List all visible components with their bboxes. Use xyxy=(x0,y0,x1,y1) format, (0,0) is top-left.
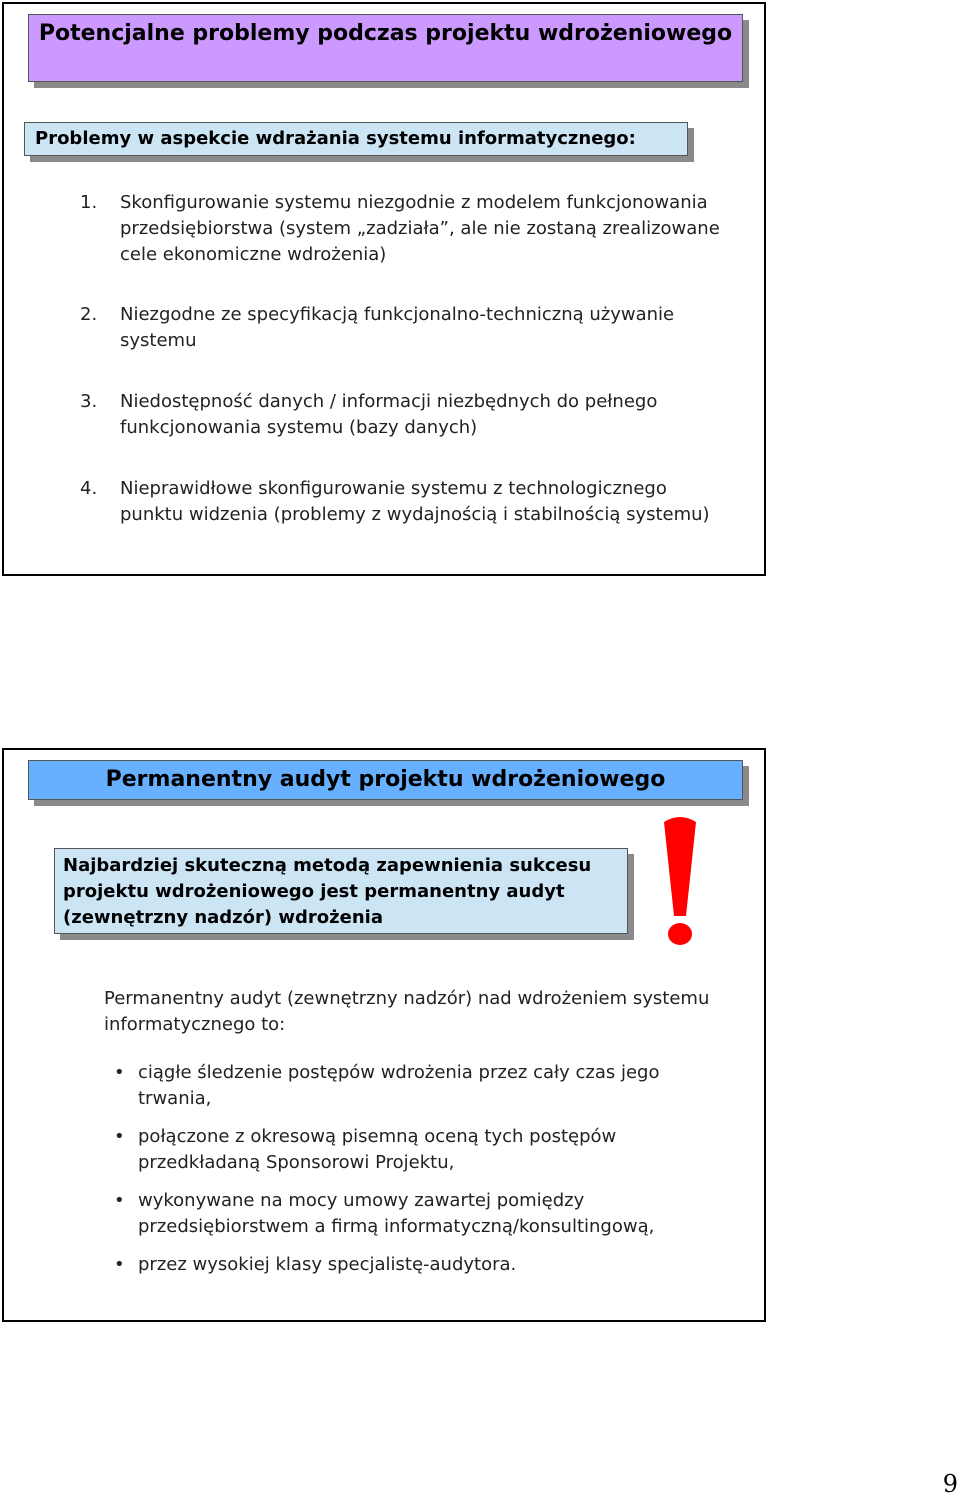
item-text: połączone z okresową pisemną oceną tych postępów przedkładaną Sponsorowi Projektu, xyxy=(138,1126,617,1173)
exclamation-icon xyxy=(660,816,700,952)
item-text: Niedostępność danych / informacji niezbędnych do pełnego funkcjonowania systemu (bazy danych) xyxy=(120,391,658,438)
list-item xyxy=(114,1188,734,1240)
slide-audit xyxy=(2,748,766,1322)
item-number: 1. xyxy=(80,192,98,213)
list-item xyxy=(80,389,720,441)
list-item xyxy=(114,1124,734,1176)
item-text: przez wysokiej klasy specjalistę-audytora. xyxy=(138,1254,517,1275)
problems-list xyxy=(80,190,720,528)
item-text: Nieprawidłowe skonfigurowanie systemu z technologicznego punktu widzenia (problemy z wydajnością i stabilnością systemu) xyxy=(120,478,710,525)
item-text: wykonywane na mocy umowy zawartej pomiędzy przedsiębiorstwem a firmą informatyczną/konsultingową, xyxy=(138,1190,655,1237)
item-number: 2. xyxy=(80,304,98,325)
bullet: • xyxy=(114,1254,125,1275)
item-text: ciągłe śledzenie postępów wdrożenia przez cały czas jego trwania, xyxy=(138,1062,660,1109)
list-item xyxy=(114,1252,734,1278)
item-text: Skonfigurowanie systemu niezgodnie z modelem funkcjonowania przedsiębiorstwa (system „zadziała”, ale nie zostaną zrealizowane cele ekonomiczne wdrożenia) xyxy=(120,192,720,265)
highlight-box: Najbardziej skuteczną metodą zapewnienia sukcesu projektu wdrożeniowego jest permanentny audyt (zewnętrzny nadzór) wdrożenia xyxy=(54,848,628,934)
list-item xyxy=(80,476,720,528)
list-item xyxy=(80,302,720,354)
section-subtitle: Problemy w aspekcie wdrażania systemu informatycznego: xyxy=(24,122,688,156)
list-item xyxy=(80,190,720,268)
slide-title: Potencjalne problemy podczas projektu wdrożeniowego xyxy=(28,14,743,82)
item-number: 4. xyxy=(80,478,98,499)
audit-bullets xyxy=(114,1060,734,1290)
item-text: Niezgodne ze specyfikacją funkcjonalno-techniczną używanie systemu xyxy=(120,304,675,351)
bullet: • xyxy=(114,1190,125,1211)
item-number: 3. xyxy=(80,391,98,412)
bullet: • xyxy=(114,1126,125,1147)
slide-title: Permanentny audyt projektu wdrożeniowego xyxy=(28,760,743,800)
intro-text: Permanentny audyt (zewnętrzny nadzór) nad wdrożeniem systemu informatycznego to: xyxy=(104,988,710,1035)
slide-problems xyxy=(2,2,766,576)
page-number: 9 xyxy=(942,1470,958,1498)
bullet: • xyxy=(114,1062,125,1083)
list-item xyxy=(114,1060,734,1112)
